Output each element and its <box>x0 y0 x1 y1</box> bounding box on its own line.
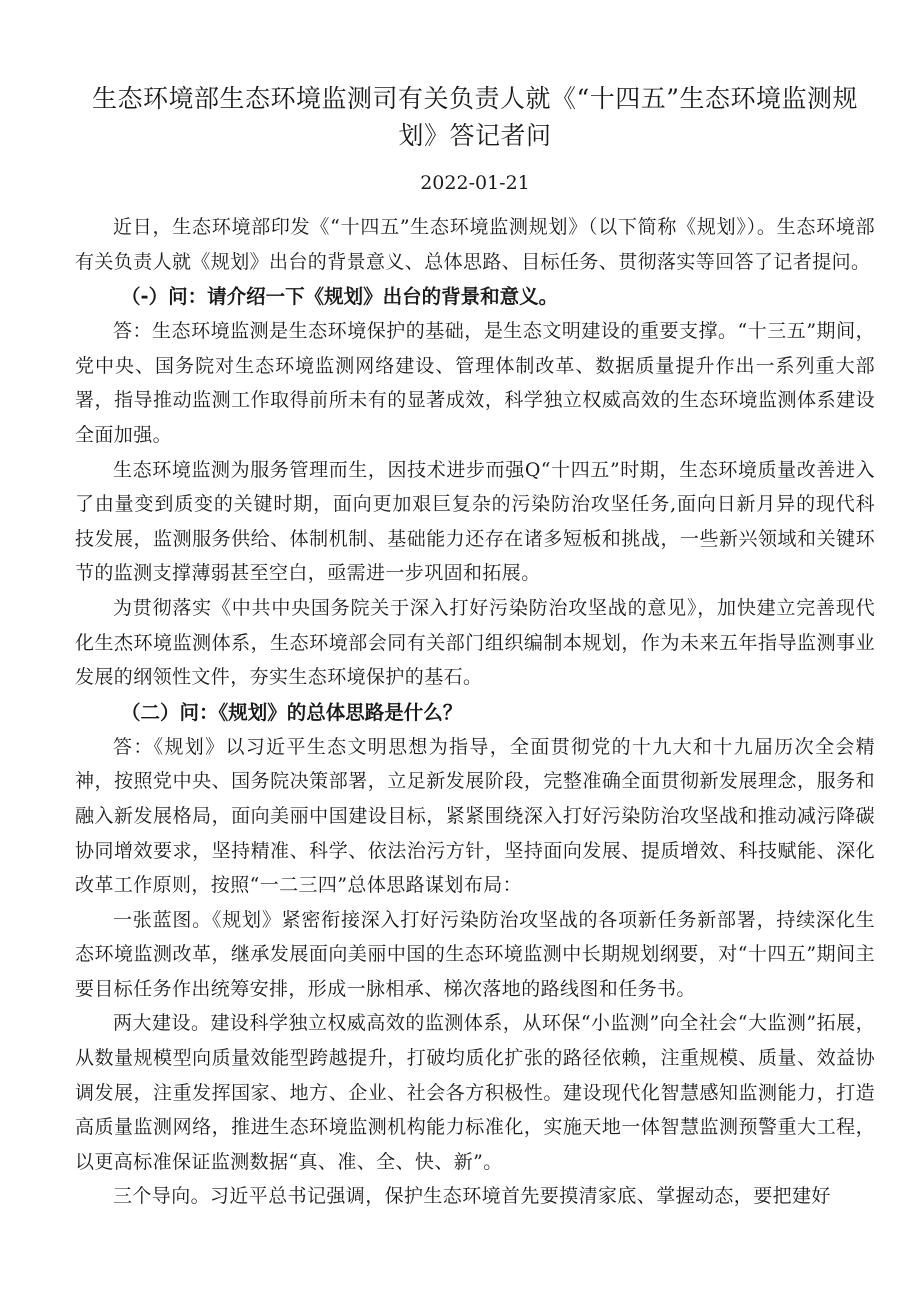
body-paragraph-3: 为贯彻落实《中共中央国务院关于深入打好污染防治攻坚战的意见》，加快建立完善现代化生杰环境监测体系，生态环境部会同有关部门组织编制本规划，作为未来五年指导监测事业发展的纲领性文件，夯实生态环境保护的基石。 <box>75 596 875 689</box>
answer-paragraph-2: 答：《规划》以习近平生态文明思想为指导，全面贯彻党的十九大和十九届历次全会精神，按照党中央、国务院决策部署，立足新发展阶段，完整准确全面贯彻新发展理念，服务和融入新发展格局，面向美丽中国建设目标，紧紧围绕深入打好污染防治攻坚战和推动减污降碳协同增效要求，坚持精准、科学、依法治污方针，坚持面向发展、提质增效、科技赋能、深化改革工作原则，按照“一二三四”总体思路谋划布局： <box>75 735 875 897</box>
answer-paragraph-1: 答：生态环境监测是生态环境保护的基础，是生态文明建设的重要支撑。“十三五”期间，党中央、国务院对生态环境监测网络建设、管理体制改革、数据质量提升作出一系列重大部署，指导推动监测工作取得前所未有的显著成效，科学独立权威高效的生态环境监测体系建设全面加强。 <box>75 320 875 446</box>
publish-date: 2022-01-21 <box>420 172 530 194</box>
body-paragraph-2: 生态环境监测为服务管理而生，因技术进步而强Q“十四五”时期，生态环境质量改善进入了由量变到质变的关键时期，面向更加艰巨复杂的污染防治攻坚任务,面向日新月异的现代科技发展，监测服务供给、体制机制、基础能力还存在诸多短板和挑战，一些新兴领域和关键环节的监测支撑薄弱甚至空白，亟需进一步巩固和拓展。 <box>75 458 875 585</box>
body-paragraph-two-constructions: 两大建设。建设科学独立权威高效的监测体系，从环保“小监测”向全社会“大监测”拓展，从数量规模型向质量效能型跨越提升，打破均质化扩张的路径依赖，注重规模、质量、效益协调发展，注重发挥国家、地方、企业、社会各方积极性。建设现代化智慧感知监测能力，打造高质量监测网络，推进生态环境监测机构能力标准化，实施天地一体智慧监测预警重大工程，以更高标准保证监测数据“真、准、全、快、新”。 <box>75 1012 875 1173</box>
body-paragraph-blueprint: 一张蓝图。《规划》紧密衔接深入打好污染防治攻坚战的各项新任务新部署，持续深化生态环境监测改革，继承发展面向美丽中国的生态环境监测中长期规划纲要，对“十四五”期间主要目标任务作出统筹安排，形成一脉相承、梯次落地的路线图和任务书。 <box>75 908 875 1000</box>
section-heading-2: （二）问：《规划》的总体思路是什么？ <box>121 700 463 724</box>
section-heading-1: （-）问：请介绍一下《规划》出台的背景和意义。 <box>121 285 559 309</box>
intro-paragraph: 近日，生态环境部印发《“十四五”生态环境监测规划》（以下简称《规划》）。生态环境部有关负责人就《规划》出台的背景意义、总体思路、目标任务、贯彻落实等回答了记者提问。 <box>75 216 875 273</box>
body-paragraph-three-orientations: 三个导向。习近平总书记强调，保护生态环境首先要摸清家底、掌握动态，要把建好 <box>113 1185 831 1208</box>
document-title: 生态环境部生态环境监测司有关负责人就《“十四五”生态环境监测规划》答记者问 <box>91 84 859 150</box>
